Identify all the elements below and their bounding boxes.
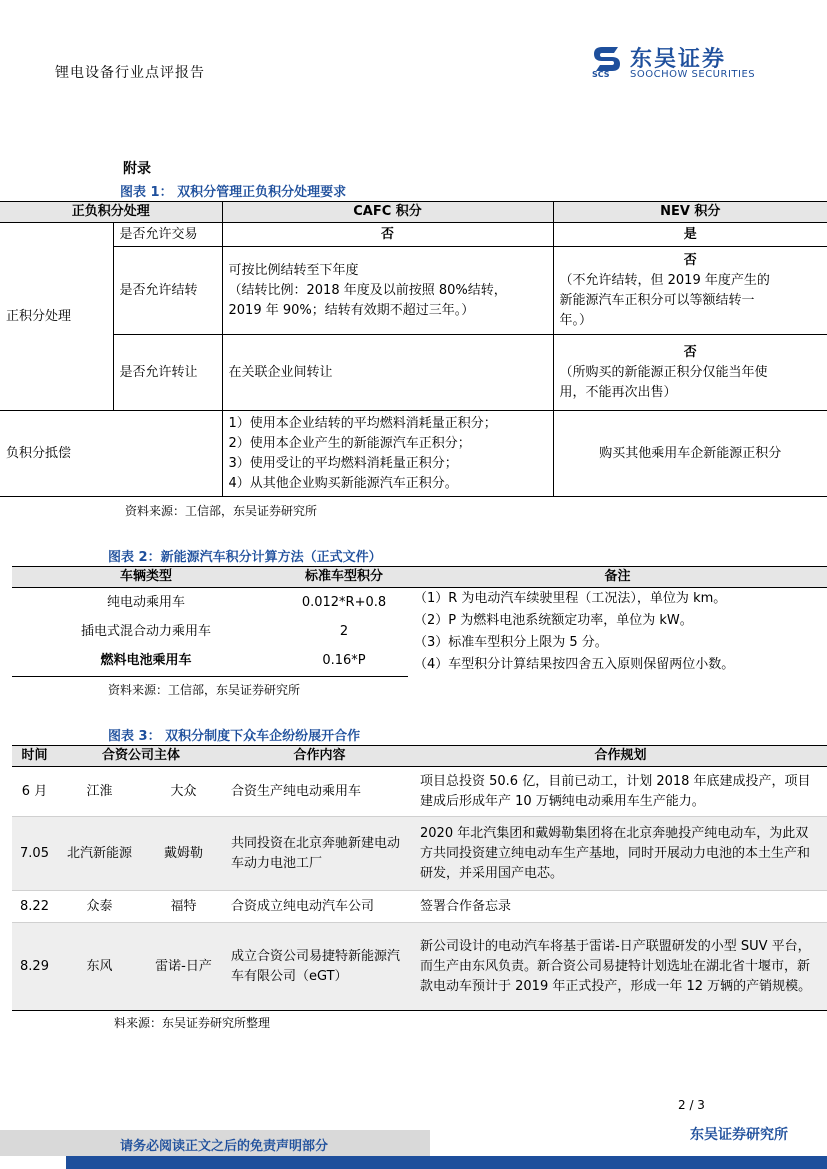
note-line: （4）车型积分计算结果按四舍五入原则保留两位小数。: [414, 657, 735, 672]
header-cell: 合作内容: [225, 746, 414, 767]
standard-score: 0.16*P: [280, 646, 408, 676]
logo-name-cn: 东吴证券: [630, 47, 727, 72]
header-cell: CAFC 积分: [222, 202, 553, 223]
table2-source: 资料来源：工信部，东吴证券研究所: [108, 683, 301, 697]
table3-caption: 图表 3： 双积分制度下众车企纷纷展开合作: [108, 729, 361, 744]
header-cell: 车辆类型: [12, 567, 280, 588]
content-cell: 合资成立纯电动汽车公司: [225, 891, 414, 923]
table-header-row: [0, 202, 827, 223]
table1-source: 资料来源：工信部，东吴证券研究所: [125, 504, 318, 518]
time-cell: 6 月: [12, 767, 57, 817]
logo-abbr: SCS: [592, 70, 610, 79]
plan-cell: 签署合作备忘录: [414, 891, 827, 923]
cell-line: 2）使用本企业产生的新能源汽车正积分；: [228, 435, 471, 451]
cafc-cell: [222, 411, 553, 497]
table-row: [12, 923, 827, 1011]
cell-line: 3）使用受让的平均燃料消耗量正积分；: [228, 455, 458, 471]
note-line: （1）R 为电动汽车续驶里程（工况法），单位为 km。: [414, 591, 727, 606]
header-cell: 时间: [12, 746, 57, 767]
vehicle-type: 插电式混合动力乘用车: [80, 623, 211, 639]
partner-a: 北汽新能源: [57, 817, 142, 891]
nev-credit-method-table: [12, 566, 827, 677]
table-row: [12, 588, 827, 618]
table-row: [0, 335, 827, 411]
plan-cell: 新公司设计的电动汽车将基于雷诺-日产联盟研发的小型 SUV 平台，而生产由东风负责。新合资公司易捷特计划选址在湖北省十堰市，新款电动车预计于 2019 年正式投产，形成一年 12 万辆的产销规模。: [414, 923, 827, 1011]
vehicle-type: 纯电动乘用车: [106, 594, 185, 610]
table1-caption: 图表 1： 双积分管理正负积分处理要求: [120, 185, 347, 200]
row-label: 负积分抵偿: [0, 411, 222, 497]
nev-cell: [553, 247, 827, 335]
nev-cell: 购买其他乘用车企新能源正积分: [553, 411, 827, 497]
header-cell: 正负积分处理: [0, 202, 222, 223]
nev-cell: 是: [553, 223, 827, 247]
content-cell: 合资生产纯电动乘用车: [225, 767, 414, 817]
plan-cell: 项目总投资 50.6 亿，目前已动工，计划 2018 年底建成投产，项目建成后形成年产 10 万辆纯电动乘用车生产能力。: [414, 767, 827, 817]
cell-title: 否: [683, 344, 697, 360]
header-cell: NEV 积分: [553, 202, 827, 223]
cell-line: （所购买的新能源正积分仅能当年使: [559, 364, 768, 380]
document-title: 锂电设备行业点评报告: [55, 65, 205, 81]
table2-caption: 图表 2：新能源汽车积分计算方法（正式文件）: [108, 550, 382, 565]
note-line: （2）P 为燃料电池系统额定功率，单位为 kW。: [414, 613, 693, 628]
cell-line: 1）使用本企业结转的平均燃料消耗量正积分；: [228, 415, 497, 431]
cafc-cell: 在关联企业间转让: [222, 335, 553, 411]
header-cell: 合资公司主体: [57, 746, 225, 767]
cell-line: 年。）: [559, 312, 593, 328]
group-label: 正积分处理: [0, 223, 113, 411]
time-cell: 7.05: [12, 817, 57, 891]
content-cell: 共同投资在北京奔驰新建电动车动力电池工厂: [225, 817, 414, 891]
cell-line: （不允许结转，但 2019 年度产生的: [559, 272, 770, 288]
partner-a: 江淮: [57, 767, 142, 817]
cafc-cell: 否: [222, 223, 553, 247]
row-label: 是否允许转让: [113, 335, 222, 411]
credit-handling-table: [0, 201, 827, 497]
header-cell: 合作规划: [414, 746, 827, 767]
cell-line: 用，不能再次出售）: [559, 384, 677, 400]
appendix-title: 附录: [123, 161, 151, 177]
footer-institute: 东吴证券研究所: [690, 1127, 788, 1143]
cell-line: 4）从其他企业购买新能源汽车正积分。: [228, 475, 458, 491]
nev-cell: [553, 335, 827, 411]
vehicle-type: 燃料电池乘用车: [12, 646, 280, 676]
row-label: 是否允许结转: [113, 247, 222, 335]
cafc-cell: [222, 247, 553, 335]
partner-a: 众泰: [57, 891, 142, 923]
partner-b: 大众: [142, 767, 225, 817]
partner-b: 雷诺-日产: [142, 923, 225, 1011]
table-header-row: [12, 746, 827, 767]
time-cell: 8.22: [12, 891, 57, 923]
partner-a: 东风: [57, 923, 142, 1011]
note-line: （3）标准车型积分上限为 5 分。: [414, 635, 608, 650]
table-header-row: [12, 567, 827, 588]
standard-score: 2: [339, 623, 349, 639]
partner-b: 戴姆勒: [142, 817, 225, 891]
table-row: [0, 223, 827, 247]
automaker-cooperation-table: [12, 745, 827, 1011]
time-cell: 8.29: [12, 923, 57, 1011]
table-row: [0, 247, 827, 335]
table3-source: 料来源：东吴证券研究所整理: [114, 1016, 271, 1030]
cell-line: 2019 年 90%；结转有效期不超过三年。）: [228, 302, 475, 318]
table-row: [0, 411, 827, 497]
logo-name-en: SOOCHOW SECURITIES: [630, 69, 756, 80]
page-number: 2 / 3: [678, 1098, 705, 1112]
table-row: [12, 891, 827, 923]
header-cell: 标准车型积分: [280, 567, 408, 588]
table-row: [12, 817, 827, 891]
footer-accent-bar: [66, 1156, 827, 1169]
plan-cell: 2020 年北汽集团和戴姆勒集团将在北京奔驰投产纯电动车，为此双方共同投资建立纯电动车生产基地，同时开展动力电池的本土生产和研发，并采用国产电芯。: [414, 817, 827, 891]
cell-line: （结转比例：2018 年度及以前按照 80%结转，: [228, 282, 507, 298]
brand-logo: [590, 42, 760, 84]
table-row: [12, 767, 827, 817]
cell-line: 可按比例结转至下年度: [228, 262, 359, 278]
partner-b: 福特: [142, 891, 225, 923]
row-label: 是否允许交易: [113, 223, 222, 247]
header-cell: 备注: [408, 567, 827, 588]
standard-score: 0.012*R+0.8: [301, 594, 387, 610]
content-cell: 成立合资公司易捷特新能源汽车有限公司（eGT）: [225, 923, 414, 1011]
cell-line: 新能源汽车正积分可以等额结转一: [559, 292, 755, 308]
cell-title: 否: [683, 252, 697, 268]
disclaimer-note: 请务必阅读正文之后的免责声明部分: [120, 1139, 329, 1154]
notes-cell: [408, 588, 827, 677]
